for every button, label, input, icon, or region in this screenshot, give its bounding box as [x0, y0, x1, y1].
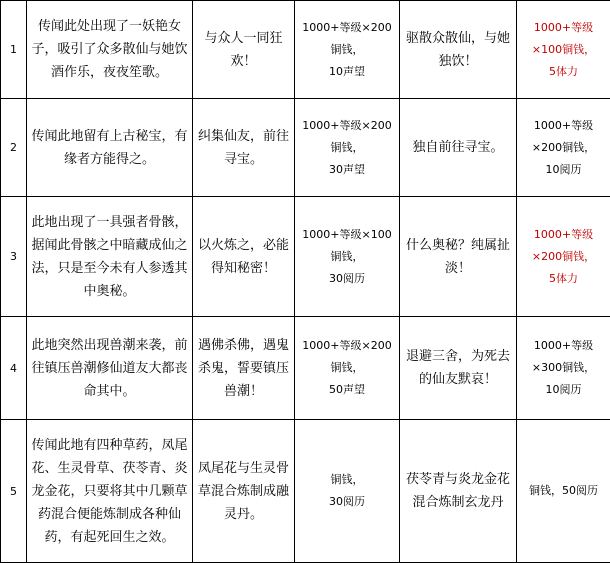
table-row: [1, 197, 610, 317]
option-a-cost: [295, 99, 400, 197]
option-a-cost-line: 铜钱，: [298, 39, 396, 61]
option-a: 纠集仙友，前往寻宝。: [193, 99, 295, 197]
option-b: 什么奥秘？纯属扯淡！: [400, 197, 517, 317]
option-b: 驱散众散仙，与她独饮！: [400, 1, 517, 99]
option-a: 与众人一同狂欢！: [193, 1, 295, 99]
option-a-cost-line: 30阅历: [298, 268, 396, 290]
option-a: 凤尾花与生灵骨草混合炼制成融灵丹。: [193, 420, 295, 563]
option-b-cost-line: 5体力: [520, 61, 607, 83]
option-b-cost-line: 5体力: [520, 268, 607, 290]
option-b-cost-line: 1000+等级: [520, 335, 607, 357]
option-a-cost-line: 30阅历: [298, 491, 396, 513]
option-b-cost-line: 1000+等级: [520, 224, 607, 246]
option-a-cost-line: 50声望: [298, 379, 396, 401]
option-b: 茯苓青与炎龙金花混合炼制玄龙丹: [400, 420, 517, 563]
option-a: 遇佛杀佛，遇鬼杀鬼，誓要镇压兽潮！: [193, 317, 295, 420]
option-b-cost: [517, 99, 610, 197]
option-a-cost: [295, 420, 400, 563]
event-description: 传闻此处出现了一妖艳女子，吸引了众多散仙与她饮酒作乐，夜夜笙歌。: [27, 1, 193, 99]
table-row: [1, 420, 610, 563]
event-description: 此地出现了一具强者骨骸，据闻此骨骸之中暗藏成仙之法，只是至今未有人参透其中奥秘。: [27, 197, 193, 317]
option-a-cost-line: 1000+等级×200: [298, 115, 396, 137]
option-a-cost-line: 铜钱，: [298, 469, 396, 491]
option-a-cost-line: 30声望: [298, 159, 396, 181]
option-b-cost-line: ×100铜钱，: [520, 39, 607, 61]
option-a-cost-line: 铜钱，: [298, 246, 396, 268]
option-a-cost-line: 铜钱，: [298, 357, 396, 379]
row-number: 4: [1, 317, 27, 420]
option-b: 退避三舍，为死去的仙友默哀！: [400, 317, 517, 420]
option-a-cost: [295, 197, 400, 317]
option-a-cost-line: 10声望: [298, 61, 396, 83]
row-number: 5: [1, 420, 27, 563]
option-b-cost-line: 10阅历: [520, 379, 607, 401]
table-row: [1, 99, 610, 197]
event-description: 传闻此地留有上古秘宝，有缘者方能得之。: [27, 99, 193, 197]
option-b-cost-line: ×200铜钱，: [520, 246, 607, 268]
option-a-cost-line: 1000+等级×100: [298, 224, 396, 246]
option-a-cost-line: 1000+等级×200: [298, 335, 396, 357]
option-b-cost-line: 1000+等级: [520, 115, 607, 137]
option-a: 以火炼之，必能得知秘密！: [193, 197, 295, 317]
option-a-cost-line: 铜钱，: [298, 137, 396, 159]
row-number: 2: [1, 99, 27, 197]
table-row: [1, 1, 610, 99]
option-a-cost: [295, 1, 400, 99]
option-a-cost: [295, 317, 400, 420]
option-b-cost-line: 1000+等级: [520, 17, 607, 39]
event-description: 此地突然出现兽潮来袭，前往镇压兽潮修仙道友大都丧命其中。: [27, 317, 193, 420]
event-description: 传闻此地有四种草药，凤尾花、生灵骨草、茯苓青、炎龙金花，只要将其中几颗草药混合便能炼制成各种仙药，有起死回生之效。: [27, 420, 193, 563]
row-number: 1: [1, 1, 27, 99]
table-row: [1, 317, 610, 420]
option-b: 独自前往寻宝。: [400, 99, 517, 197]
option-b-cost-line: ×300铜钱，: [520, 357, 607, 379]
option-b-cost-line: ×200铜钱，: [520, 137, 607, 159]
option-b-cost: [517, 1, 610, 99]
option-b-cost: [517, 197, 610, 317]
option-b-cost: [517, 317, 610, 420]
row-number: 3: [1, 197, 27, 317]
option-b-cost-line: 铜钱，50阅历: [520, 480, 607, 502]
option-a-cost-line: 1000+等级×200: [298, 17, 396, 39]
option-b-cost-line: 10阅历: [520, 159, 607, 181]
option-b-cost: [517, 420, 610, 563]
